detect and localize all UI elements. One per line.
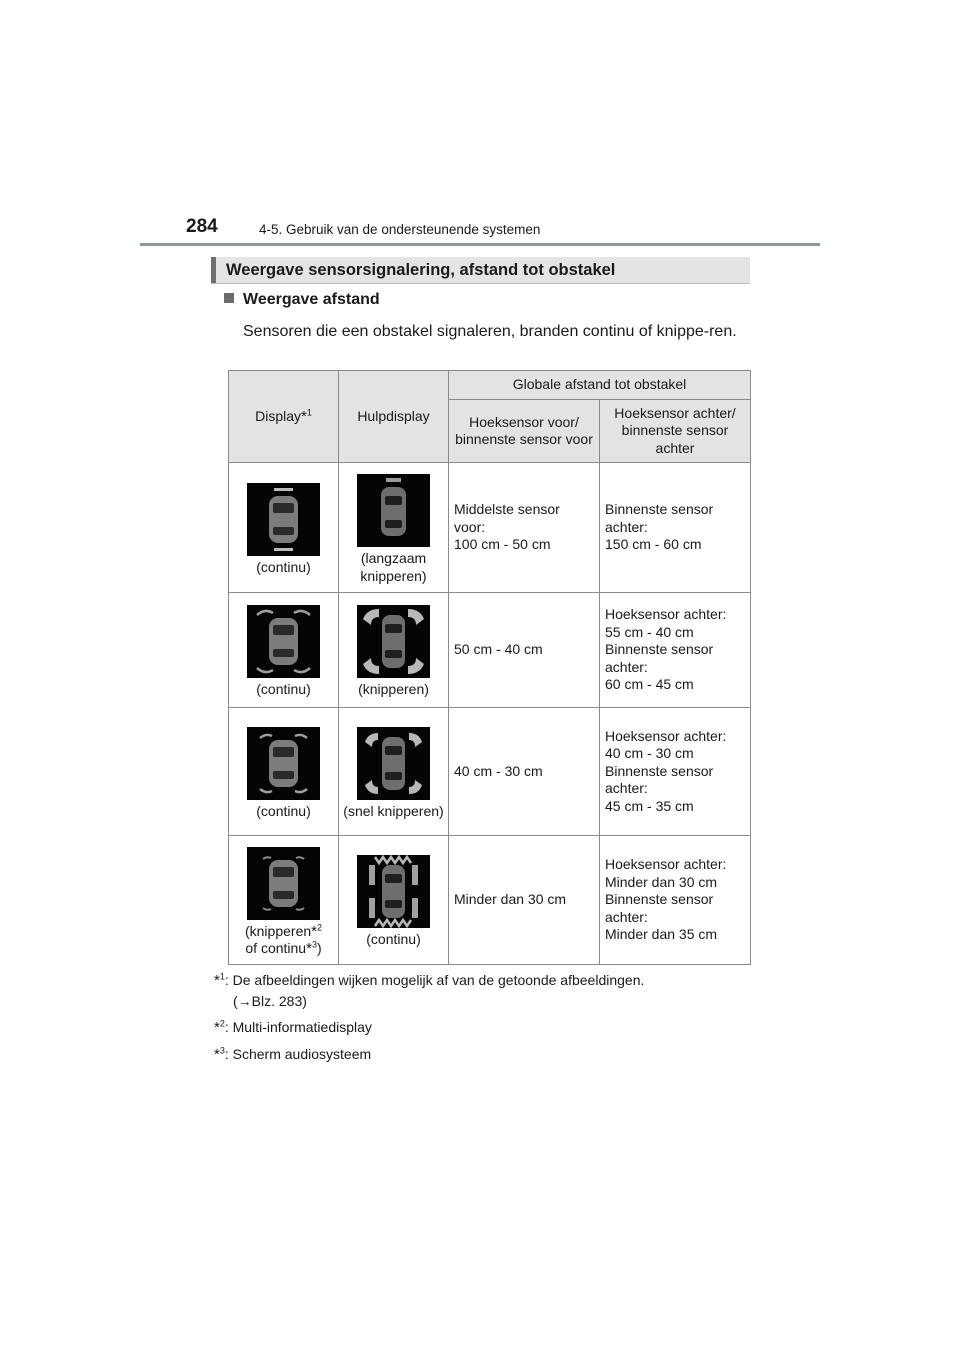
th-aux: Hulpdisplay bbox=[339, 371, 449, 463]
page-number: 284 bbox=[186, 216, 218, 237]
table-row bbox=[229, 708, 751, 836]
header-rule bbox=[140, 243, 820, 246]
table-row bbox=[229, 836, 751, 965]
aux-car-icon bbox=[357, 855, 430, 928]
table-row bbox=[229, 463, 751, 593]
aux-caption: (langzaam knipperen) bbox=[360, 550, 427, 584]
rear-distance: Hoeksensor achter: Minder dan 30 cm Binnenste sensor achter: Minder dan 35 cm bbox=[600, 836, 751, 965]
footnote-continuation: (→Blz. 283) bbox=[233, 993, 307, 1009]
aux-caption: (snel knipperen) bbox=[343, 802, 444, 819]
aux-caption: (knipperen) bbox=[358, 681, 429, 698]
footnote: *$^2$: Multi-informatiedisplay bbox=[214, 1018, 372, 1036]
display-car-icon bbox=[247, 605, 320, 678]
th-front: Hoeksensor voor/ binnenste sensor voor bbox=[449, 400, 600, 463]
distance-table bbox=[228, 370, 751, 965]
th-global: Globale afstand tot obstakel bbox=[449, 371, 751, 400]
rear-distance: Hoeksensor achter: 55 cm - 40 cm Binnenste sensor achter: 60 cm - 45 cm bbox=[600, 593, 751, 708]
table-row bbox=[229, 593, 751, 708]
display-caption: (continu) bbox=[256, 802, 311, 819]
aux-caption: (continu) bbox=[366, 931, 421, 948]
square-bullet-icon bbox=[224, 293, 234, 303]
front-distance: 50 cm - 40 cm bbox=[449, 593, 600, 708]
footnote: *$^3$: Scherm audiosysteem bbox=[214, 1045, 372, 1063]
display-caption: (continu) bbox=[256, 681, 311, 698]
display-car-icon bbox=[247, 483, 320, 556]
front-distance: 40 cm - 30 cm bbox=[449, 708, 600, 836]
display-car-icon bbox=[247, 847, 320, 920]
th-rear: Hoeksensor achter/ binnenste sensor achter bbox=[600, 400, 751, 463]
subheading bbox=[224, 291, 380, 309]
display-caption: (continu) bbox=[256, 558, 311, 575]
rear-distance: Binnenste sensor achter: 150 cm - 60 cm bbox=[600, 463, 751, 593]
rear-distance: Hoeksensor achter: 40 cm - 30 cm Binnenste sensor achter: 45 cm - 35 cm bbox=[600, 708, 751, 836]
display-car-icon bbox=[247, 727, 320, 800]
section-bar-accent bbox=[211, 257, 216, 283]
footnote: *$^1$: De afbeeldingen wijken mogelijk af van de getoonde afbeeldingen. (→Blz. 283) bbox=[214, 971, 645, 1009]
th-display: Display*$^1$ bbox=[229, 371, 339, 463]
footnotes bbox=[214, 970, 734, 1071]
section-title: Weergave sensorsignalering, afstand tot obstakel bbox=[226, 261, 616, 279]
front-distance: Minder dan 30 cm bbox=[449, 836, 600, 965]
intro-paragraph: Sensoren die een obstakel signaleren, branden continu of knippe-ren. bbox=[243, 323, 737, 340]
subheading-text: Weergave afstand bbox=[243, 291, 380, 308]
display-caption: (knipperen*$^2$ of continu*$^3$) bbox=[244, 921, 322, 957]
aux-car-icon bbox=[357, 727, 430, 800]
section-bar bbox=[211, 257, 750, 284]
table-header-row bbox=[229, 371, 751, 400]
front-distance: Middelste sensor voor: 100 cm - 50 cm bbox=[449, 463, 600, 593]
aux-car-icon bbox=[357, 605, 430, 678]
aux-car-icon bbox=[357, 474, 430, 547]
section-header: 4-5. Gebruik van de ondersteunende systemen bbox=[259, 222, 541, 237]
